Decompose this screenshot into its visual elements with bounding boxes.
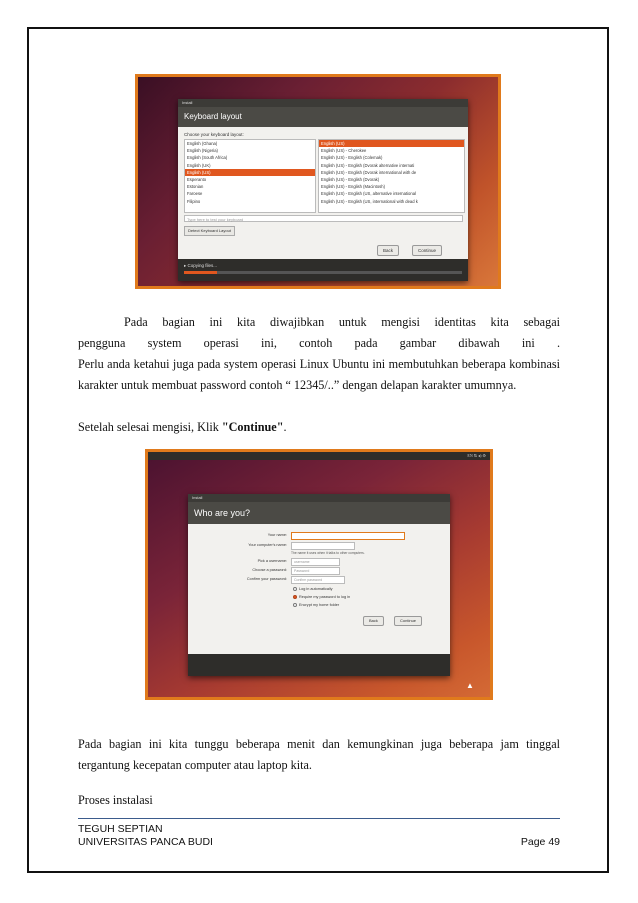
option-label: Log in automatically	[299, 587, 333, 591]
continue-button[interactable]: Continue	[394, 616, 422, 626]
paragraph-continue	[78, 417, 560, 438]
field-input[interactable]	[291, 532, 405, 540]
field-label: Your computer's name:	[248, 543, 287, 547]
radio-icon[interactable]	[293, 595, 297, 599]
footer	[78, 823, 560, 849]
variant-list-item[interactable]: English (US)	[319, 140, 464, 147]
window-title: Install	[188, 494, 450, 502]
installer-header: Keyboard layout	[178, 107, 468, 127]
variant-list-item[interactable]: English (US) - Cherokee	[321, 148, 367, 154]
choose-layout-label: Choose your keyboard layout:	[184, 132, 244, 137]
layout-list-item[interactable]: Faroese	[187, 191, 203, 197]
option-label: Require my password to log in	[299, 595, 351, 599]
continue-emphasis: "Continue"	[221, 420, 284, 434]
keyboard-test-input[interactable]: Type here to test your keyboard	[184, 215, 463, 222]
field-label: Your name:	[267, 533, 287, 537]
back-button[interactable]: Back	[377, 245, 399, 256]
field-input[interactable]	[291, 542, 355, 550]
field-label: Pick a username:	[257, 559, 287, 563]
section-label: Proses instalasi	[78, 793, 153, 807]
footer-rule	[78, 818, 560, 819]
progress-fill	[184, 271, 217, 274]
form-row	[188, 532, 450, 540]
mouse-cursor-icon: ▲	[466, 681, 474, 690]
layout-list-item[interactable]: Esperanto	[187, 176, 207, 182]
paragraph-line: Pada bagian ini kita diwajibkan untuk mengisi identitas kita sebagai	[124, 315, 560, 329]
field-input[interactable]: Password	[291, 567, 340, 575]
layout-list-item[interactable]: Filipino	[187, 198, 201, 204]
copy-progress	[178, 259, 468, 281]
option-label: Encrypt my home folder	[299, 603, 340, 607]
layout-list[interactable]	[184, 139, 316, 213]
paragraph-line: Perlu anda ketahui juga pada system operasi Linux Ubuntu ini membutuhkan beberapa kombinasi karakter untuk membuat password contoh “ 12345/..” dengan delapan karakter umumnya.	[78, 357, 560, 392]
page-number: Page 49	[520, 836, 560, 848]
progress-text: ▸ Copying files...	[184, 263, 218, 268]
back-button[interactable]: Back	[363, 616, 384, 626]
login-option[interactable]	[293, 603, 339, 607]
footer-university: UNIVERSITAS PANCA BUDI	[78, 836, 213, 848]
form-row	[188, 576, 450, 584]
variant-list-item[interactable]: English (US) - English (US, international with dead k	[321, 198, 418, 204]
layout-list-item[interactable]: English (Nigeria)	[187, 148, 218, 154]
footer-author: TEGUH SEPTIAN	[78, 823, 163, 835]
layout-list-item[interactable]: English (US)	[185, 169, 315, 176]
layout-list-item[interactable]: English (South Africa)	[187, 155, 228, 161]
computer-name-hint: The name it uses when it talks to other computers.	[291, 551, 365, 555]
radio-icon[interactable]	[293, 587, 297, 591]
installer-header: Who are you?	[188, 502, 450, 524]
field-label: Confirm your password:	[246, 577, 287, 581]
field-input[interactable]: Confirm password	[291, 576, 345, 584]
continue-button[interactable]: Continue	[412, 245, 442, 256]
paragraph-line: pengguna system operasi ini, contoh pada gambar dibawah ini .	[78, 336, 560, 350]
variant-list[interactable]	[318, 139, 465, 213]
installer-window	[178, 99, 468, 281]
form-row	[188, 567, 450, 575]
who-are-you-screenshot	[145, 449, 493, 700]
variant-list-item[interactable]: English (US) - English (US, alternative international	[321, 191, 416, 197]
detect-layout-button[interactable]: Detect Keyboard Layout	[184, 226, 235, 236]
form-row	[188, 542, 450, 550]
layout-list-item[interactable]: English (Ghana)	[187, 141, 218, 146]
installer-window	[188, 494, 450, 676]
radio-icon[interactable]	[293, 603, 297, 607]
layout-list-item[interactable]: Estonian	[187, 184, 204, 190]
paragraph-wait: Pada bagian ini kita tunggu beberapa menit dan kemungkinan juga beberapa jam tinggal tergantung kecepatan computer atau laptop kita.	[78, 737, 560, 772]
progress-bar	[184, 271, 462, 274]
variant-list-item[interactable]: English (US) - English (Macintosh)	[321, 184, 385, 190]
login-option[interactable]	[293, 587, 333, 591]
field-label: Choose a password:	[252, 568, 287, 572]
login-option[interactable]	[293, 595, 350, 599]
paragraph-identity	[78, 312, 560, 396]
installer-footer	[188, 654, 450, 676]
instruction-suffix: .	[283, 420, 287, 434]
form-row	[188, 558, 450, 566]
field-input[interactable]: username	[291, 558, 340, 566]
variant-list-item[interactable]: English (US) - English (Dvorak)	[321, 176, 380, 182]
window-title: Install	[178, 99, 468, 107]
keyboard-layout-screenshot	[135, 74, 501, 289]
variant-list-item[interactable]: English (US) - English (Dvorak international with de	[321, 169, 417, 175]
top-panel: EN ⇅ ◂) ⚙	[148, 452, 490, 460]
instruction-text: Setelah selesai mengisi, Klik	[78, 420, 222, 434]
layout-list-item[interactable]: English (UK)	[187, 162, 211, 168]
variant-list-item[interactable]: English (US) - English (Dvorak alternative internati	[321, 162, 415, 168]
variant-list-item[interactable]: English (US) - English (Colemak)	[321, 155, 383, 161]
